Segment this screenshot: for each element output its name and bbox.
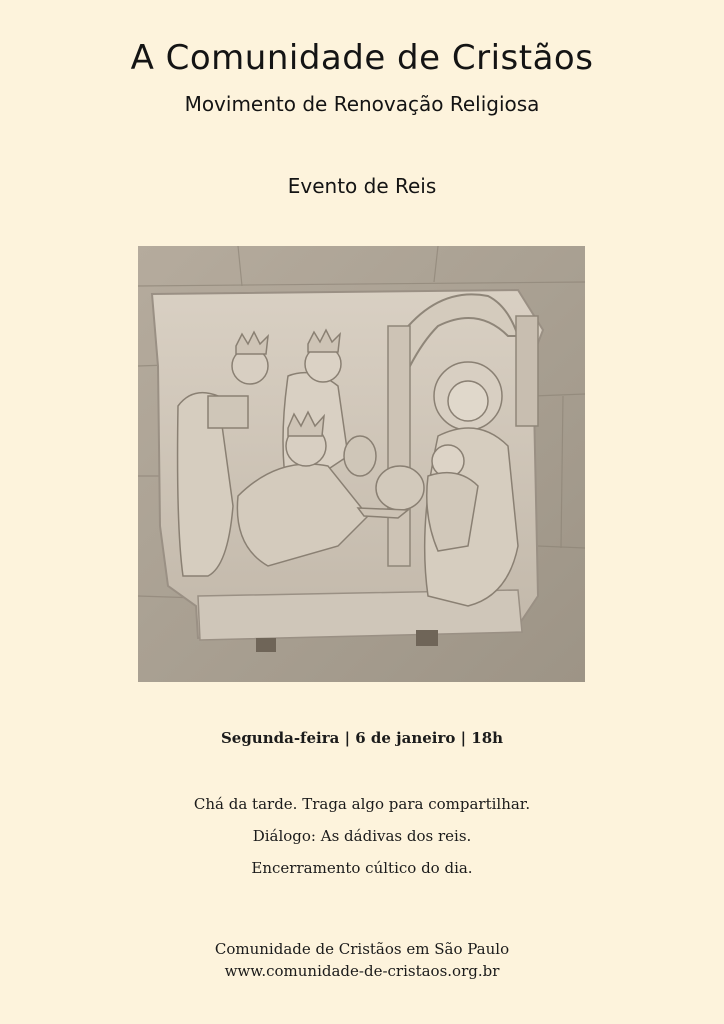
program-item: Diálogo: As dádivas dos reis. bbox=[252, 827, 472, 845]
program-item: Chá da tarde. Traga algo para compartilhar. bbox=[193, 795, 531, 813]
adoration-relief-photo bbox=[138, 246, 585, 682]
footer-organization: Comunidade de Cristãos em São Paulo bbox=[214, 940, 510, 958]
page-title: A Comunidade de Cristãos bbox=[130, 38, 594, 78]
program-item: Encerramento cúltico do dia. bbox=[251, 859, 473, 877]
event-date-line: Segunda-feira | 6 de janeiro | 18h bbox=[220, 729, 504, 747]
footer-website-link[interactable]: www.comunidade-de-cristaos.org.br bbox=[224, 962, 500, 980]
event-name: Evento de Reis bbox=[287, 174, 437, 198]
footer bbox=[0, 938, 724, 982]
program-list bbox=[0, 793, 724, 889]
page-subtitle: Movimento de Renovação Religiosa bbox=[184, 92, 540, 116]
